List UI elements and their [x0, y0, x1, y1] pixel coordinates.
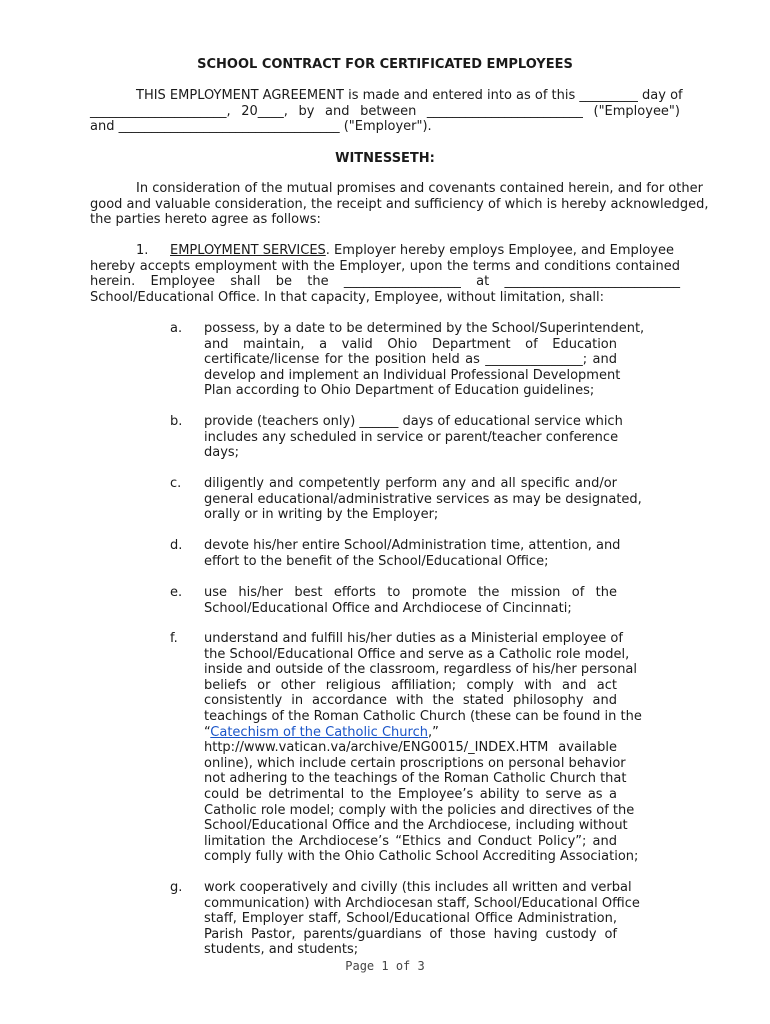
- item-g-line: students, and students;: [204, 942, 359, 958]
- item-e-line: use his/her best efforts to promote the mission of the: [204, 585, 617, 600]
- item-e-letter: e.: [170, 585, 183, 600]
- item-c-letter: c.: [170, 476, 182, 491]
- item-a-line: develop and implement an Individual Professional Development: [204, 367, 621, 383]
- item-a: [204, 321, 645, 399]
- witnesseth-heading: WITNESSETH:: [335, 151, 435, 166]
- item-f-line: limitation the Archdiocese’s “Ethics and Conduct Policy”; and: [204, 833, 617, 849]
- item-e: [204, 585, 617, 616]
- item-b-line: includes any scheduled in service or parent/teacher conference: [204, 429, 619, 445]
- section-1-first-line: [170, 243, 680, 259]
- item-e-line: School/Educational Office and Archdiocese of Cincinnati;: [204, 600, 572, 616]
- item-g-letter: g.: [170, 880, 183, 895]
- item-f-line: Catholic role model; comply with the policies and directives of the: [204, 802, 635, 818]
- consideration-line-2: good and valuable consideration, the receipt and sufficiency of which is hereby acknowledged,: [90, 197, 709, 212]
- item-c-line: general educational/administrative services as may be designated,: [204, 491, 642, 507]
- item-f-online-line: online), which include certain proscriptions on personal behavior: [204, 755, 626, 771]
- item-c-line: orally or in writing by the Employer;: [204, 507, 439, 523]
- item-d-line: effort to the benefit of the School/Educational Office;: [204, 553, 549, 569]
- item-g: [204, 880, 640, 958]
- item-c: [204, 476, 642, 523]
- item-f-line: understand and fulfill his/her duties as a Ministerial employee of: [204, 631, 623, 646]
- item-f-line: School/Educational Office and the Archdiocese, including without: [204, 818, 628, 834]
- item-a-line: Plan according to Ohio Department of Education guidelines;: [204, 383, 595, 399]
- intro-line-1: THIS EMPLOYMENT AGREEMENT is made and entered into as of this _________ day of: [136, 88, 683, 103]
- consideration-line-3: the parties hereto agree as follows:: [90, 212, 321, 227]
- page-number: Page 1 of 3: [345, 959, 425, 973]
- item-b-line: provide (teachers only) ______ days of educational service which: [204, 414, 623, 429]
- item-d-letter: d.: [170, 538, 183, 553]
- section-line-4: School/Educational Office. In that capacity, Employee, without limitation, shall:: [90, 290, 605, 305]
- item-f-line: inside and outside of the classroom, regardless of his/her personal: [204, 662, 638, 678]
- item-f-line: beliefs or other religious affiliation; comply with and act: [204, 677, 617, 693]
- item-a-letter: a.: [170, 321, 183, 336]
- item-c-line: diligently and competently perform any and all specific and/or: [204, 476, 617, 491]
- item-f-line: the School/Educational Office and serve as a Catholic role model,: [204, 646, 630, 662]
- section-heading: EMPLOYMENT SERVICES: [170, 243, 326, 258]
- item-g-line: communication) with Archdiocesan staff, School/Educational Office: [204, 895, 640, 911]
- intro-line-2: _____________________, 20____, by and between ________________________ ("Employee"): [90, 104, 680, 119]
- consideration-line-1: In consideration of the mutual promises and covenants contained herein, and for other: [136, 181, 703, 196]
- section-line-3: herein. Employee shall be the __________________ at ___________________________: [90, 274, 680, 289]
- item-d-line: devote his/her entire School/Administration time, attention, and: [204, 538, 621, 553]
- item-a-line: possess, by a date to be determined by the School/Superintendent,: [204, 321, 645, 336]
- item-f-line: could be detrimental to the Employee’s ability to serve as a: [204, 786, 617, 802]
- section-line-1-rest: . Employer hereby employs Employee, and Employee: [325, 243, 674, 258]
- section-line-2: hereby accepts employment with the Employer, upon the terms and conditions contained: [90, 259, 680, 274]
- item-b: [204, 414, 623, 461]
- item-f-line: comply fully with the Ohio Catholic School Accrediting Association;: [204, 849, 639, 865]
- item-g-line: Parish Pastor, parents/guardians of those having custody of: [204, 926, 617, 942]
- item-g-line: staff, Employer staff, School/Educational Office Administration,: [204, 911, 617, 927]
- item-g-line: work cooperatively and civilly (this includes all written and verbal: [204, 880, 632, 895]
- catechism-link[interactable]: Catechism of the Catholic Church: [210, 724, 428, 740]
- item-f: [204, 631, 642, 865]
- item-f-line: consistently in accordance with the stated philosophy and: [204, 693, 617, 709]
- item-f-link-line: “Catechism of the Catholic Church,”: [204, 724, 439, 740]
- item-f-url-line: http://www.vatican.va/archive/ENG0015/_INDEX.HTM available: [204, 740, 617, 756]
- section-number: 1.: [136, 243, 149, 258]
- item-f-line: not adhering to the teachings of the Roman Catholic Church that: [204, 771, 627, 787]
- item-a-line: certificate/license for the position held as _______________; and: [204, 352, 617, 368]
- item-f-letter: f.: [170, 631, 178, 646]
- item-a-line: and maintain, a valid Ohio Department of Education: [204, 336, 617, 352]
- item-d: [204, 538, 621, 569]
- item-f-line: teachings of the Roman Catholic Church (these can be found in the: [204, 708, 642, 724]
- contract-title: SCHOOL CONTRACT FOR CERTIFICATED EMPLOYEES: [197, 57, 573, 72]
- item-b-line: days;: [204, 445, 240, 461]
- item-b-letter: b.: [170, 414, 183, 429]
- intro-line-3: and __________________________________ ("Employer").: [90, 119, 432, 134]
